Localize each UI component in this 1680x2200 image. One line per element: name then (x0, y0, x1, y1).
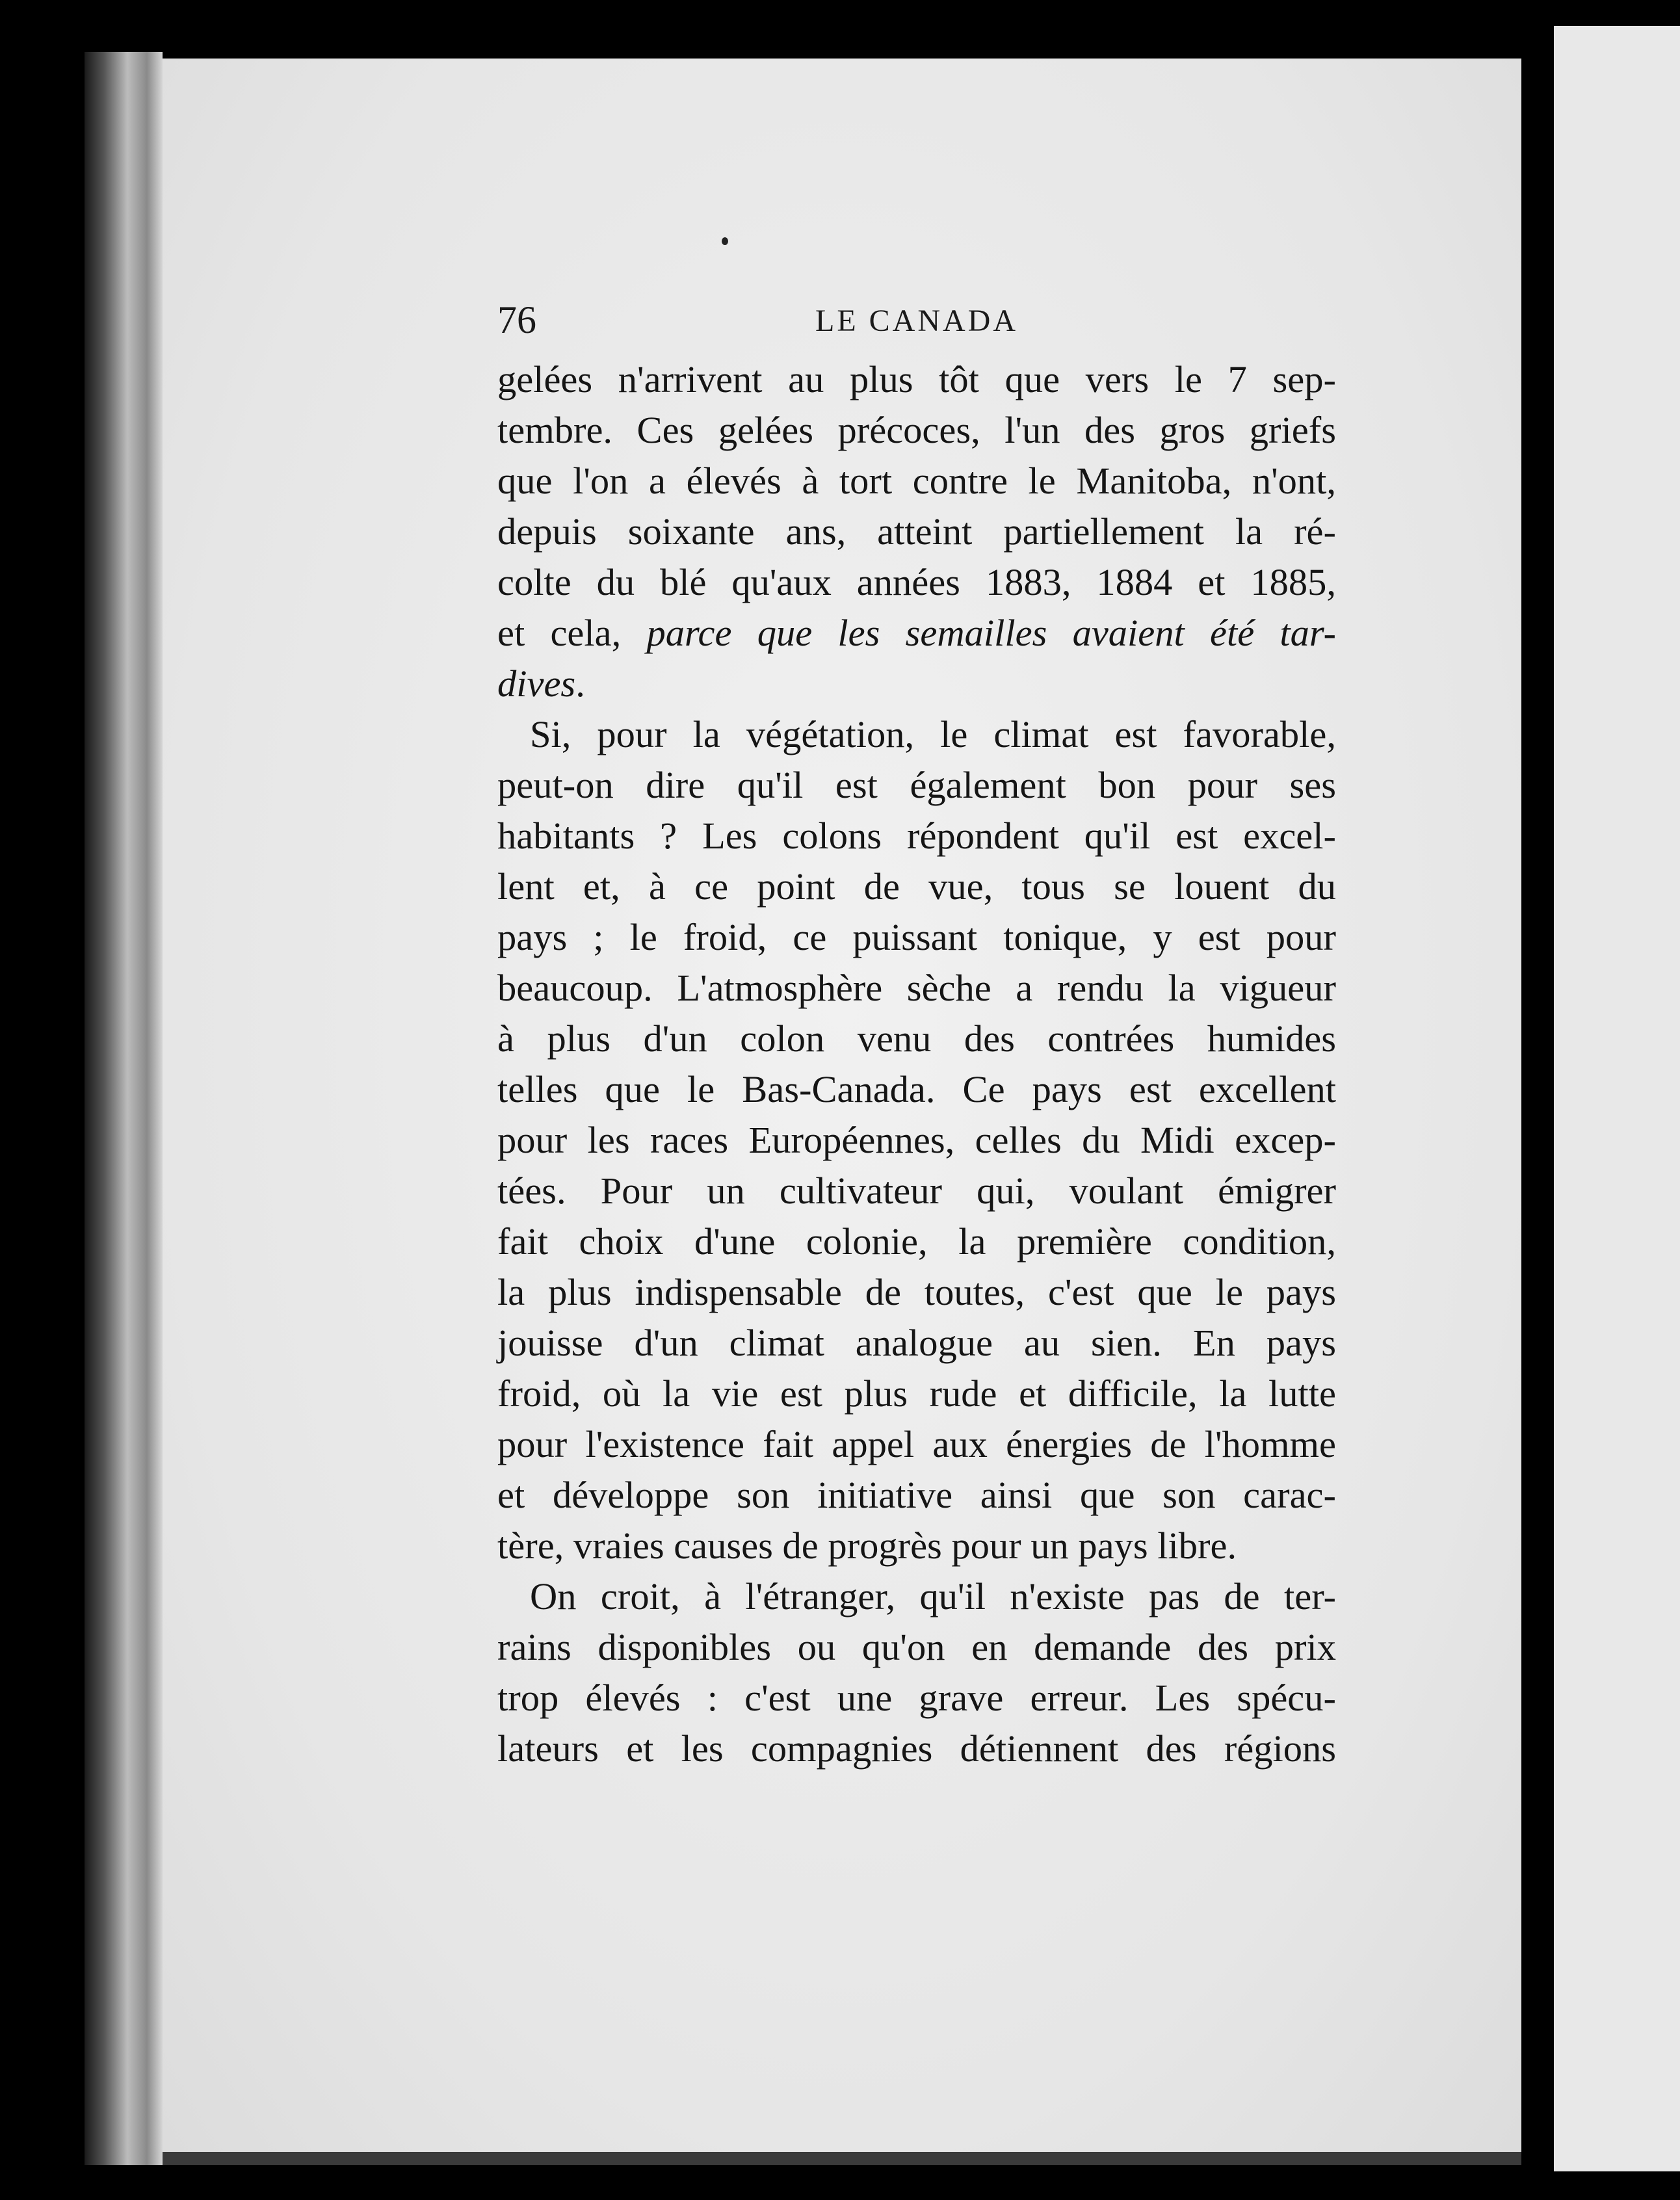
text-line: depuis soixante ans, atteint partiellement la ré- (497, 510, 1336, 553)
text-line: Si, pour la végétation, le climat est favorable, (530, 713, 1336, 755)
facing-page-edge (1554, 26, 1680, 2171)
text-line: gelées n'arrivent au plus tôt que vers le 7 sep- (497, 358, 1336, 400)
text-line: trop élevés : c'est une grave erreur. Les spécu- (497, 1677, 1336, 1719)
text-line: lent et, à ce point de vue, tous se louent du (497, 865, 1336, 908)
text-line: pour les races Européennes, celles du Midi excep- (497, 1119, 1336, 1161)
text-line: que l'on a élevés à tort contre le Manitoba, n'ont, (497, 460, 1336, 502)
text-line: peut-on dire qu'il est également bon pour ses (497, 764, 1336, 806)
text-line: pays ; le froid, ce puissant tonique, y est pour (497, 916, 1336, 958)
italic-segment: dives (497, 662, 576, 705)
text-line: froid, où la vie est plus rude et difficile, la lutte (497, 1372, 1336, 1415)
text-line: colte du blé qu'aux années 1883, 1884 et 1885, (497, 561, 1336, 603)
text-line: telles que le Bas-Canada. Ce pays est excellent (497, 1068, 1336, 1110)
text-line: jouisse d'un climat analogue au sien. En pays (497, 1322, 1336, 1364)
text-line: et développe son initiative ainsi que son carac- (497, 1474, 1336, 1516)
text-segment: . (575, 662, 585, 705)
text-line: pour l'existence fait appel aux énergies de l'homme (497, 1423, 1336, 1465)
book-spine-edge (85, 52, 163, 2165)
text-line: tère, vraies causes de progrès pour un pays libre. (497, 1525, 1237, 1567)
text-line: fait choix d'une colonie, la première condition, (497, 1220, 1336, 1263)
text-line: tembre. Ces gelées précoces, l'un des gros griefs (497, 409, 1336, 451)
text-line: rains disponibles ou qu'on en demande des prix (497, 1626, 1336, 1668)
text-line: tées. Pour un cultivateur qui, voulant émigrer (497, 1170, 1336, 1212)
text-line: beaucoup. L'atmosphère sèche a rendu la vigueur (497, 967, 1336, 1009)
text-line: la plus indispensable de toutes, c'est que le pays (497, 1271, 1336, 1313)
text-line: habitants ? Les colons répondent qu'il est excel- (497, 815, 1336, 857)
ink-speck (722, 237, 728, 245)
text-line-mixed (497, 659, 1336, 709)
italic-segment: parce que les semailles avaient été tar- (646, 612, 1336, 654)
body-text (497, 354, 1336, 1774)
text-segment: et cela, (497, 612, 647, 654)
page-bottom-edge (163, 2152, 1521, 2165)
text-line: lateurs et les compagnies détiennent des régions (497, 1727, 1336, 1770)
text-line-mixed (497, 608, 1336, 659)
text-line: à plus d'un colon venu des contrées humides (497, 1017, 1336, 1060)
running-title: LE CANADA (815, 304, 1018, 338)
page-number: 76 (497, 298, 536, 341)
text-line: On croit, à l'étranger, qu'il n'existe pas de ter- (530, 1575, 1336, 1617)
page-header (497, 298, 1336, 343)
